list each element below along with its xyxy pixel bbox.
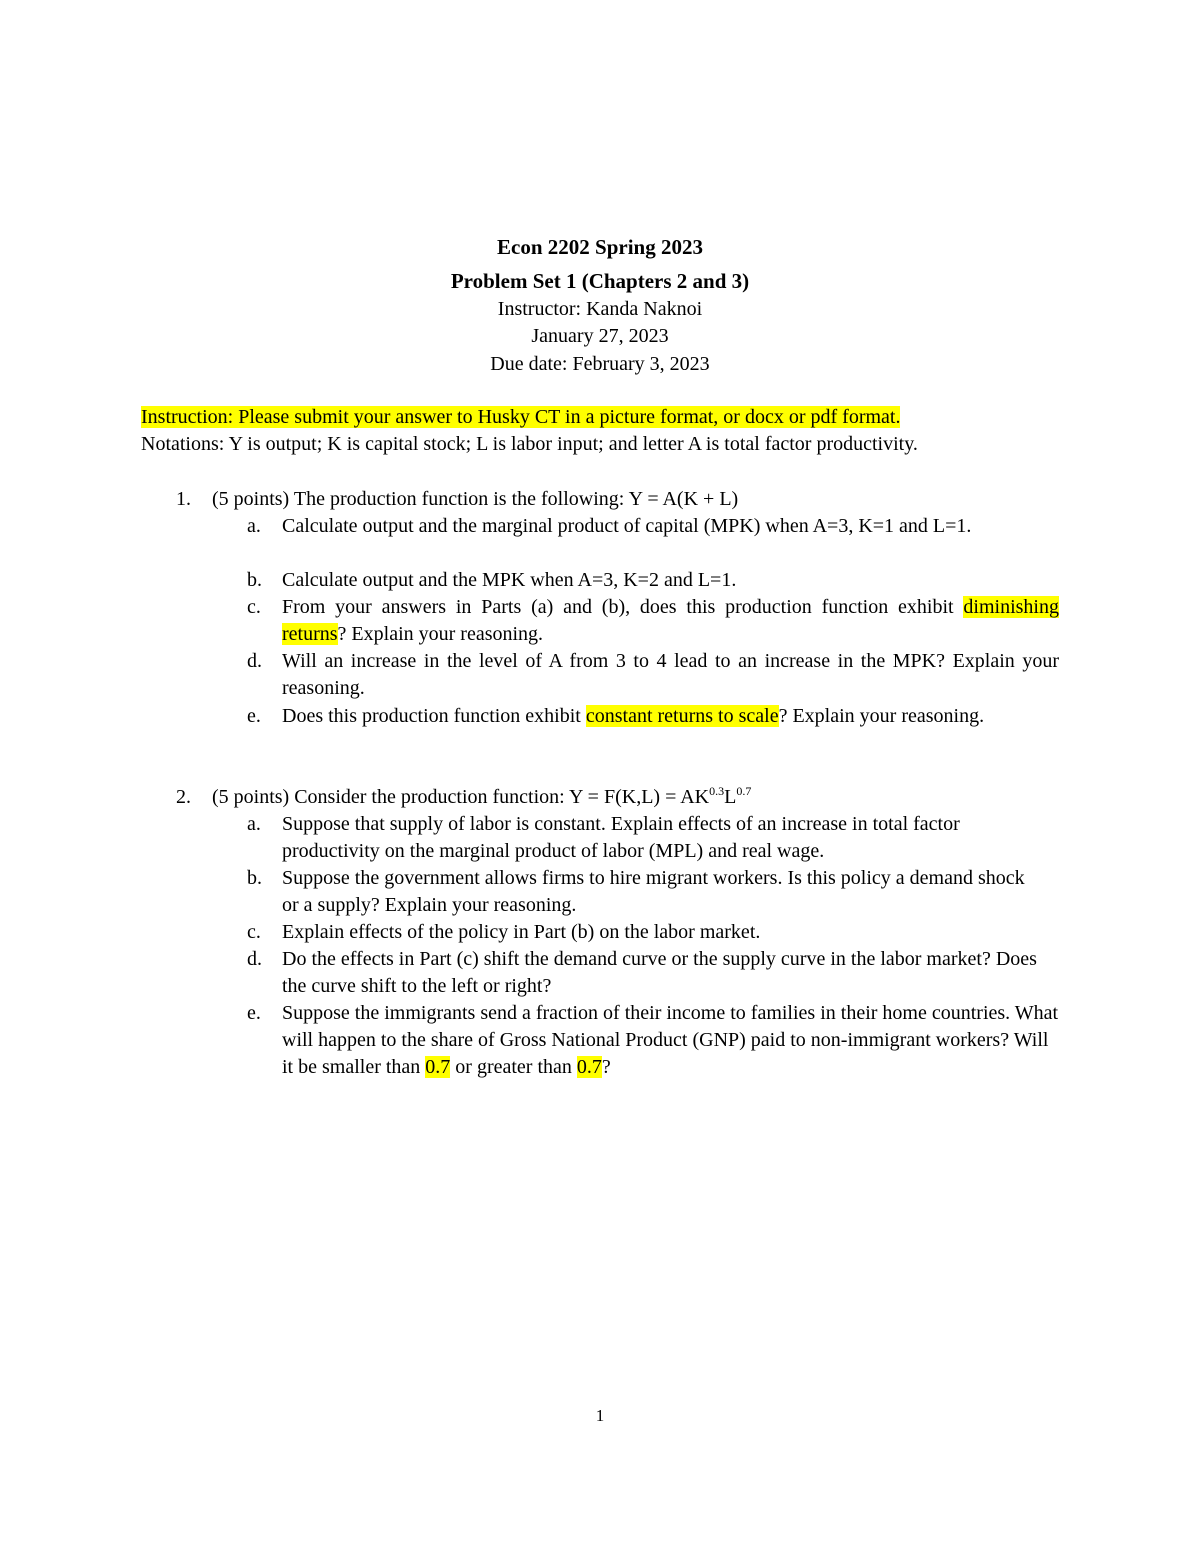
q1-part-a-letter: a. xyxy=(247,515,261,537)
q2-part-d-text: Do the effects in Part (c) shift the demand curve or the supply curve in the labor market? Does the curve shift to the left or right? xyxy=(282,948,1037,997)
highlight-0-7-first: 0.7 xyxy=(425,1056,451,1078)
instruction-text: Instruction: Please submit your answer to Husky CT in a picture format, or docx or pdf format. xyxy=(141,406,901,428)
q2-part-c-letter: c. xyxy=(247,921,261,943)
q1-part-d-text: Will an increase in the level of A from 3 to 4 lead to an increase in the MPK? Explain your reasoning. xyxy=(282,650,1059,699)
course-title: Econ 2202 Spring 2023 xyxy=(497,235,703,259)
q1-part-b-letter: b. xyxy=(247,569,262,591)
q1-part-e-text: Does this production function exhibit constant returns to scale? Explain your reasoning. xyxy=(282,705,985,727)
page-number: 1 xyxy=(595,1406,605,1425)
highlight-constant-returns: constant returns to scale xyxy=(585,705,779,727)
q2-part-a-text: Suppose that supply of labor is constant. Explain effects of an increase in total factor productivity on the marginal product of labor (MPL) and real wage. xyxy=(282,813,960,862)
instructor-line: Instructor: Kanda Naknoi xyxy=(497,298,703,320)
q2-part-e-text: Suppose the immigrants send a fraction of their income to families in their home countries. What will happen to the share of Gross National Product (GNP) paid to non-immigrant workers? Will it be smaller than 0.7 or greater than 0.7? xyxy=(282,1002,1059,1078)
q2-part-b-letter: b. xyxy=(247,867,262,889)
q1-part-a-text: Calculate output and the marginal product of capital (MPK) when A=3, K=1 and L=1. xyxy=(282,515,972,537)
q2-part-b-text: Suppose the government allows firms to hire migrant workers. Is this policy a demand shock or a supply? Explain your reasoning. xyxy=(282,867,1025,916)
q2-part-c-text: Explain effects of the policy in Part (b) on the labor market. xyxy=(282,921,761,943)
q2-part-d-letter: d. xyxy=(247,948,262,970)
highlight-0-7-second: 0.7 xyxy=(576,1056,602,1078)
question-2-prompt: (5 points) Consider the production function: $Y = F(K,L) = AK^{0.3}L^{0.7}$ xyxy=(212,784,752,808)
q1-part-b-text: Calculate output and the MPK when A=3, K=2 and L=1. xyxy=(282,569,737,591)
question-2-number: 2. xyxy=(176,786,191,808)
date-line: January 27, 2023 xyxy=(531,325,669,347)
q1-part-c-text: From your answers in Parts (a) and (b), does this production function exhibit diminishing returns? Explain your reasoning. xyxy=(282,596,1059,645)
due-date-line: Due date: February 3, 2023 xyxy=(490,353,710,375)
q1-part-d-letter: d. xyxy=(247,650,262,672)
highlight-diminishing-returns: diminishing returns xyxy=(282,596,1059,645)
q1-part-e-letter: e. xyxy=(247,705,261,727)
question-1-number: 1. xyxy=(176,488,191,510)
problem-set-title: Problem Set 1 (Chapters 2 and 3) xyxy=(450,269,750,293)
notations-text: Notations: Y is output; K is capital stock; L is labor input; and letter A is total factor productivity. xyxy=(141,433,918,455)
q1-part-c-letter: c. xyxy=(247,596,261,618)
question-1-prompt: (5 points) The production function is the following: Y = A(K + L) xyxy=(212,488,739,510)
q2-part-e-letter: e. xyxy=(247,1002,261,1024)
q2-part-a-letter: a. xyxy=(247,813,261,835)
